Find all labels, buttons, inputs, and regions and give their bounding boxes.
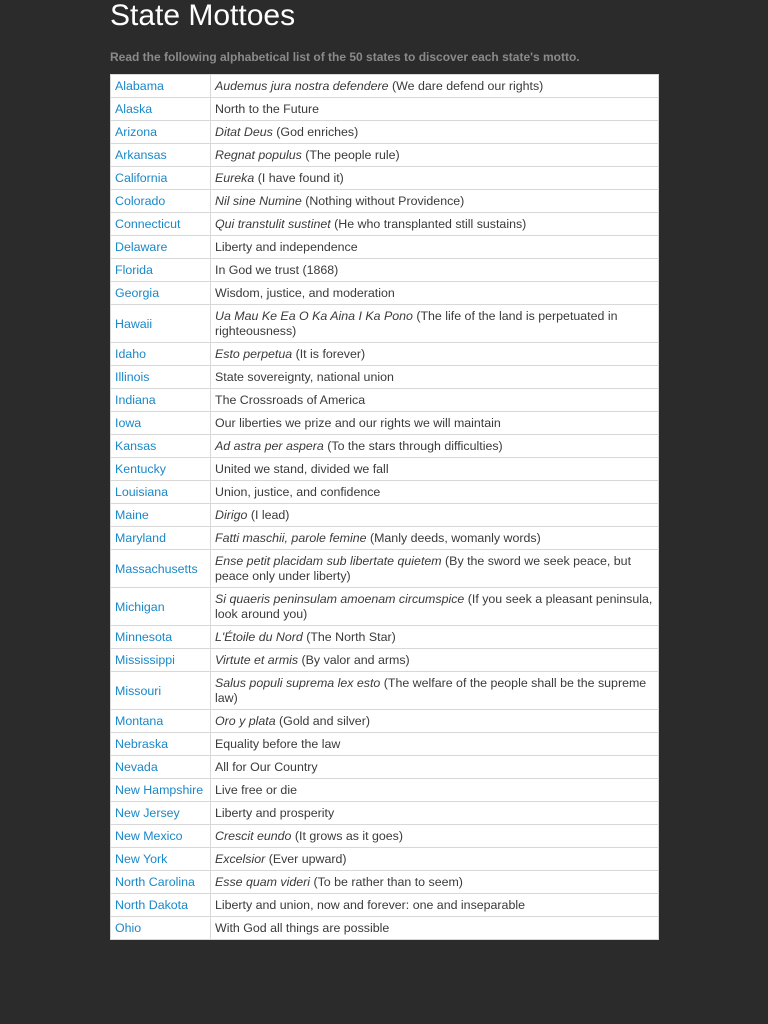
table-row bbox=[111, 756, 659, 779]
state-link[interactable]: Alaska bbox=[115, 102, 153, 116]
state-cell bbox=[111, 167, 211, 190]
table-row bbox=[111, 527, 659, 550]
state-cell bbox=[111, 917, 211, 940]
state-link[interactable]: Iowa bbox=[115, 416, 142, 430]
motto-text: Equality before the law bbox=[215, 737, 341, 751]
state-cell bbox=[111, 412, 211, 435]
table-row bbox=[111, 649, 659, 672]
motto-cell bbox=[211, 733, 659, 756]
motto-original: Si quaeris peninsulam amoenam circumspice bbox=[215, 592, 465, 606]
motto-cell bbox=[211, 282, 659, 305]
motto-original: Regnat populus bbox=[215, 148, 302, 162]
state-cell bbox=[111, 527, 211, 550]
state-cell bbox=[111, 343, 211, 366]
state-link[interactable]: Louisiana bbox=[115, 485, 169, 499]
motto-cell bbox=[211, 412, 659, 435]
motto-cell bbox=[211, 894, 659, 917]
table-row bbox=[111, 672, 659, 710]
motto-original: Audemus jura nostra defendere bbox=[215, 79, 389, 93]
table-row bbox=[111, 626, 659, 649]
state-cell bbox=[111, 121, 211, 144]
motto-original: Eureka bbox=[215, 171, 255, 185]
state-cell bbox=[111, 710, 211, 733]
state-cell bbox=[111, 236, 211, 259]
state-link[interactable]: Connecticut bbox=[115, 217, 181, 231]
state-cell bbox=[111, 848, 211, 871]
state-link[interactable]: Arizona bbox=[115, 125, 158, 139]
state-link[interactable]: Missouri bbox=[115, 683, 162, 698]
state-link[interactable]: New Jersey bbox=[115, 806, 180, 820]
motto-cell bbox=[211, 236, 659, 259]
state-cell bbox=[111, 649, 211, 672]
state-link[interactable]: Colorado bbox=[115, 194, 166, 208]
motto-text: Liberty and independence bbox=[215, 240, 358, 254]
motto-text: (By valor and arms) bbox=[298, 653, 410, 667]
table-row bbox=[111, 366, 659, 389]
motto-text: United we stand, divided we fall bbox=[215, 462, 389, 476]
table-row bbox=[111, 167, 659, 190]
motto-cell bbox=[211, 98, 659, 121]
motto-cell bbox=[211, 779, 659, 802]
table-row bbox=[111, 871, 659, 894]
motto-text: In God we trust (1868) bbox=[215, 263, 339, 277]
state-cell bbox=[111, 894, 211, 917]
motto-text: Wisdom, justice, and moderation bbox=[215, 286, 395, 300]
state-link[interactable]: Idaho bbox=[115, 347, 147, 361]
motto-cell bbox=[211, 527, 659, 550]
table-row bbox=[111, 121, 659, 144]
motto-cell bbox=[211, 871, 659, 894]
motto-cell bbox=[211, 802, 659, 825]
state-cell bbox=[111, 733, 211, 756]
state-cell bbox=[111, 144, 211, 167]
table-body bbox=[111, 75, 659, 940]
motto-original: Nil sine Numine bbox=[215, 194, 302, 208]
motto-text: Live free or die bbox=[215, 783, 297, 797]
motto-original: Esto perpetua bbox=[215, 347, 293, 361]
table-row bbox=[111, 343, 659, 366]
motto-original: Salus populi suprema lex esto bbox=[215, 676, 381, 690]
table-row bbox=[111, 305, 659, 343]
state-cell bbox=[111, 481, 211, 504]
state-cell bbox=[111, 389, 211, 412]
motto-cell bbox=[211, 121, 659, 144]
motto-cell bbox=[211, 588, 659, 626]
state-cell bbox=[111, 75, 211, 98]
state-link[interactable]: Georgia bbox=[115, 286, 160, 300]
motto-cell bbox=[211, 259, 659, 282]
motto-original: Excelsior bbox=[215, 852, 266, 866]
motto-text: (Nothing without Providence) bbox=[301, 194, 465, 208]
state-cell bbox=[111, 626, 211, 649]
state-link[interactable]: Massachusetts bbox=[115, 561, 198, 576]
state-cell bbox=[111, 190, 211, 213]
table-row bbox=[111, 504, 659, 527]
motto-cell bbox=[211, 458, 659, 481]
table-row bbox=[111, 236, 659, 259]
motto-text: (The North Star) bbox=[302, 630, 396, 644]
table-row bbox=[111, 481, 659, 504]
motto-cell bbox=[211, 825, 659, 848]
motto-text: Liberty and union, now and forever: one and inseparable bbox=[215, 898, 525, 912]
table-row bbox=[111, 825, 659, 848]
motto-original: Ad astra per aspera bbox=[215, 439, 324, 453]
state-link[interactable]: Ohio bbox=[115, 921, 142, 935]
motto-text: (The people rule) bbox=[301, 148, 400, 162]
motto-text: Our liberties we prize and our rights we will maintain bbox=[215, 416, 501, 430]
state-link[interactable]: New Mexico bbox=[115, 829, 183, 843]
motto-original: L'Étoile du Nord bbox=[215, 630, 303, 644]
table-row bbox=[111, 282, 659, 305]
motto-original: Ua Mau Ke Ea O Ka Aina I Ka Pono bbox=[215, 309, 413, 323]
motto-cell bbox=[211, 389, 659, 412]
state-link[interactable]: Montana bbox=[115, 714, 164, 728]
motto-text: North to the Future bbox=[215, 102, 319, 116]
state-link[interactable]: North Carolina bbox=[115, 875, 195, 889]
motto-text: (The life of the land is perpetuated in righteousness) bbox=[215, 309, 618, 338]
motto-text: (I lead) bbox=[247, 508, 290, 522]
state-cell bbox=[111, 550, 211, 588]
motto-text: (God enriches) bbox=[272, 125, 359, 139]
motto-original: Esse quam videri bbox=[215, 875, 311, 889]
motto-cell bbox=[211, 504, 659, 527]
state-link[interactable]: Alabama bbox=[115, 79, 164, 93]
motto-text: The Crossroads of America bbox=[215, 393, 366, 407]
motto-text: (He who transplanted still sustains) bbox=[330, 217, 527, 231]
state-cell bbox=[111, 98, 211, 121]
motto-cell bbox=[211, 366, 659, 389]
state-cell bbox=[111, 366, 211, 389]
table-row bbox=[111, 917, 659, 940]
state-link[interactable]: Nevada bbox=[115, 760, 158, 774]
motto-text: (Gold and silver) bbox=[275, 714, 370, 728]
state-cell bbox=[111, 305, 211, 343]
table-row bbox=[111, 550, 659, 588]
state-link[interactable]: Mississippi bbox=[115, 653, 175, 667]
motto-cell bbox=[211, 756, 659, 779]
state-link[interactable]: Indiana bbox=[115, 393, 156, 407]
state-cell bbox=[111, 435, 211, 458]
state-link[interactable]: Maryland bbox=[115, 531, 166, 545]
state-cell bbox=[111, 779, 211, 802]
table-row bbox=[111, 710, 659, 733]
motto-text: (The welfare of the people shall be the supreme law) bbox=[215, 676, 647, 705]
state-mottoes-table bbox=[110, 74, 659, 940]
state-link[interactable]: Delaware bbox=[115, 240, 168, 254]
motto-text: Union, justice, and confidence bbox=[215, 485, 381, 499]
motto-cell bbox=[211, 305, 659, 343]
motto-original: Fatti maschii, parole femine bbox=[215, 531, 367, 545]
state-cell bbox=[111, 871, 211, 894]
table-row bbox=[111, 802, 659, 825]
state-link[interactable]: Kansas bbox=[115, 439, 157, 453]
state-link[interactable]: Michigan bbox=[115, 599, 165, 614]
motto-cell bbox=[211, 144, 659, 167]
state-link[interactable]: Florida bbox=[115, 263, 153, 277]
motto-text: All for Our Country bbox=[215, 760, 318, 774]
state-link[interactable]: Illinois bbox=[115, 370, 150, 384]
motto-text: (To be rather than to seem) bbox=[310, 875, 463, 889]
motto-cell bbox=[211, 75, 659, 98]
state-cell bbox=[111, 756, 211, 779]
table-row bbox=[111, 894, 659, 917]
state-cell bbox=[111, 672, 211, 710]
table-row bbox=[111, 389, 659, 412]
motto-original: Ense petit placidam sub libertate quietem bbox=[215, 554, 442, 568]
motto-cell bbox=[211, 649, 659, 672]
motto-cell bbox=[211, 435, 659, 458]
motto-text: (Manly deeds, womanly words) bbox=[366, 531, 541, 545]
table-row bbox=[111, 435, 659, 458]
table-row bbox=[111, 98, 659, 121]
table-row bbox=[111, 848, 659, 871]
state-link[interactable]: New York bbox=[115, 852, 168, 866]
motto-cell bbox=[211, 213, 659, 236]
motto-cell bbox=[211, 550, 659, 588]
motto-cell bbox=[211, 917, 659, 940]
motto-text: (I have found it) bbox=[254, 171, 344, 185]
table-row bbox=[111, 213, 659, 236]
motto-original: Dirigo bbox=[215, 508, 248, 522]
state-cell bbox=[111, 802, 211, 825]
state-link[interactable]: Minnesota bbox=[115, 630, 173, 644]
table-row bbox=[111, 75, 659, 98]
state-link[interactable]: California bbox=[115, 171, 168, 185]
motto-cell bbox=[211, 167, 659, 190]
motto-cell bbox=[211, 626, 659, 649]
state-cell bbox=[111, 504, 211, 527]
state-link[interactable]: Maine bbox=[115, 508, 149, 522]
motto-text: (It grows as it goes) bbox=[291, 829, 404, 843]
motto-original: Virtute et armis bbox=[215, 653, 299, 667]
state-cell bbox=[111, 259, 211, 282]
table-row bbox=[111, 588, 659, 626]
state-cell bbox=[111, 458, 211, 481]
motto-text: (We dare defend our rights) bbox=[388, 79, 544, 93]
state-cell bbox=[111, 213, 211, 236]
motto-text: With God all things are possible bbox=[215, 921, 390, 935]
state-link[interactable]: North Dakota bbox=[115, 898, 189, 912]
motto-text: (Ever upward) bbox=[265, 852, 347, 866]
motto-text: (By the sword we seek peace, but peace only under liberty) bbox=[215, 554, 632, 583]
table-row bbox=[111, 190, 659, 213]
motto-original: Ditat Deus bbox=[215, 125, 273, 139]
motto-cell bbox=[211, 710, 659, 733]
state-cell bbox=[111, 825, 211, 848]
motto-cell bbox=[211, 190, 659, 213]
table-row bbox=[111, 733, 659, 756]
state-link[interactable]: New Hampshire bbox=[115, 783, 204, 797]
motto-text: State sovereignty, national union bbox=[215, 370, 394, 384]
motto-cell bbox=[211, 481, 659, 504]
motto-original: Crescit eundo bbox=[215, 829, 292, 843]
state-link[interactable]: Nebraska bbox=[115, 737, 169, 751]
state-link[interactable]: Kentucky bbox=[115, 462, 166, 476]
state-link[interactable]: Arkansas bbox=[115, 148, 167, 162]
page-title: State Mottoes bbox=[110, 0, 296, 32]
motto-original: Qui transtulit sustinet bbox=[215, 217, 331, 231]
motto-cell bbox=[211, 343, 659, 366]
motto-cell bbox=[211, 848, 659, 871]
motto-original: Oro y plata bbox=[215, 714, 276, 728]
motto-text: (To the stars through difficulties) bbox=[323, 439, 503, 453]
motto-cell bbox=[211, 672, 659, 710]
table-row bbox=[111, 412, 659, 435]
intro-text: Read the following alphabetical list of the 50 states to discover each state's motto. bbox=[110, 50, 580, 64]
state-cell bbox=[111, 588, 211, 626]
state-cell bbox=[111, 282, 211, 305]
motto-text: (It is forever) bbox=[292, 347, 366, 361]
motto-text: Liberty and prosperity bbox=[215, 806, 335, 820]
table-row bbox=[111, 458, 659, 481]
table-row bbox=[111, 779, 659, 802]
table-row bbox=[111, 259, 659, 282]
motto-text: (If you seek a pleasant peninsula, look around you) bbox=[215, 592, 653, 621]
state-link[interactable]: Hawaii bbox=[115, 316, 153, 331]
table-row bbox=[111, 144, 659, 167]
